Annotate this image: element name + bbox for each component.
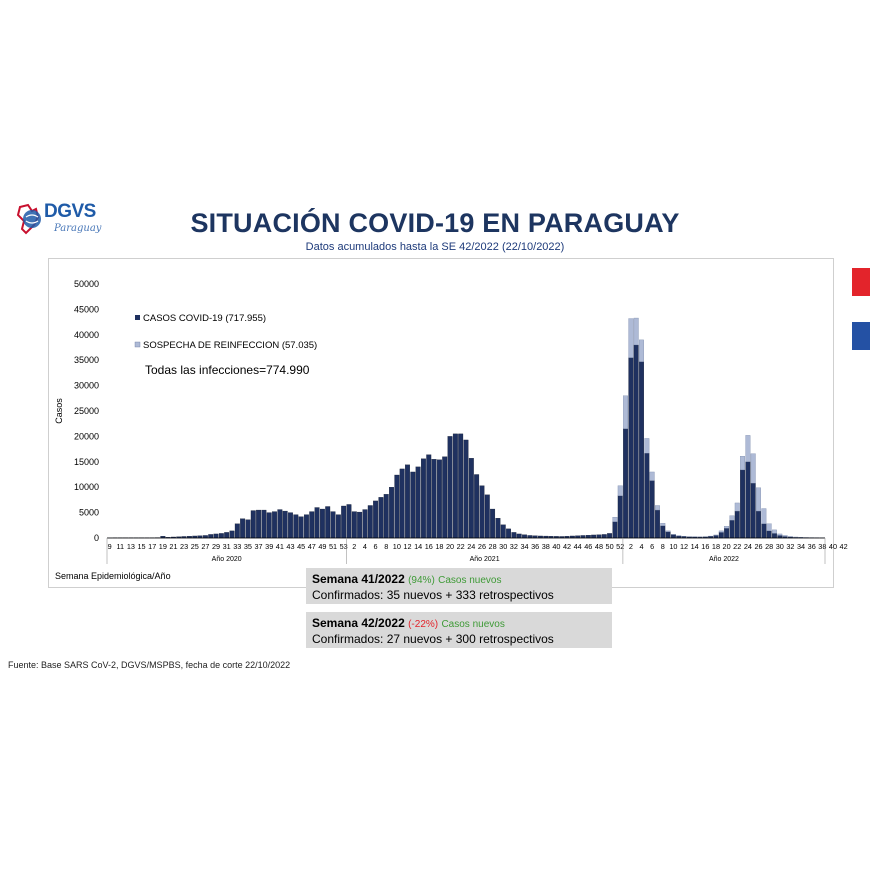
x-tick-label: 28 (765, 542, 774, 551)
bar-confirmed (629, 358, 634, 538)
covid-bar-chart (49, 259, 848, 587)
page-subtitle: Datos acumulados hasta la SE 42/2022 (22/10/2022) (305, 241, 565, 253)
x-tick-label: 42 (839, 542, 848, 551)
bar-confirmed (347, 504, 352, 538)
source-note: Fuente: Base SARS CoV-2, DGVS/MSPBS, fecha de corte 22/10/2022 (8, 660, 291, 670)
bar-reinfection (629, 319, 634, 358)
x-tick-label: 20 (445, 542, 455, 551)
x-tick-label: 2 (352, 542, 357, 551)
bar-confirmed (426, 455, 431, 538)
bar-reinfection (613, 517, 618, 522)
bar-confirmed (384, 494, 389, 538)
bar-reinfection (756, 488, 761, 511)
bar-confirmed (512, 532, 517, 538)
bar-confirmed (294, 515, 299, 538)
x-tick-label: 25 (190, 542, 199, 551)
x-tick-label: 27 (201, 542, 210, 551)
bar-confirmed (309, 512, 314, 538)
legend-swatch-reinfection (135, 342, 140, 347)
x-tick-label: 22 (456, 542, 465, 551)
x-tick-label: 21 (169, 542, 178, 551)
bar-confirmed (458, 434, 463, 538)
bar-confirmed (650, 481, 655, 538)
x-tick-label: 26 (477, 542, 487, 551)
bar-confirmed (246, 520, 251, 538)
bar-confirmed (586, 535, 591, 538)
new-cases-label: Casos nuevos (441, 619, 505, 630)
bar-confirmed (341, 506, 346, 538)
bar-confirmed (224, 532, 229, 538)
bar-confirmed (740, 470, 745, 538)
week-detail: Confirmados: 27 nuevos + 300 retrospectivos (312, 632, 554, 646)
bar-confirmed (453, 434, 458, 538)
x-tick-label: 34 (797, 542, 806, 551)
x-tick-label: 2 (628, 542, 633, 551)
bar-confirmed (272, 512, 277, 538)
bar-confirmed (352, 512, 357, 538)
bar-confirmed (288, 513, 293, 538)
bar-confirmed (230, 531, 235, 538)
x-tick-label: 44 (573, 542, 582, 551)
bar-confirmed (214, 534, 219, 538)
bar-confirmed (591, 535, 596, 538)
bar-confirmed (522, 535, 527, 538)
bar-confirmed (262, 510, 267, 538)
bar-confirmed (336, 515, 341, 538)
y-tick-label: 50000 (73, 279, 99, 289)
x-tick-label: 46 (584, 542, 593, 551)
year-label: Año 2021 (469, 556, 500, 563)
x-tick-label: 12 (403, 542, 412, 551)
y-axis-label: Casos (54, 398, 64, 424)
legend-label-reinfection: SOSPECHA DE REINFECCION (57.035) (143, 340, 318, 351)
bar-reinfection (740, 456, 745, 470)
bar-confirmed (485, 495, 490, 538)
page-title: SITUACIÓN COVID-19 EN PARAGUAY (190, 208, 680, 238)
bar-confirmed (746, 462, 751, 538)
bar-confirmed (299, 517, 304, 538)
y-tick-label: 15000 (73, 456, 99, 467)
bar-confirmed (400, 469, 405, 538)
bar-confirmed (767, 531, 772, 538)
bar-reinfection (714, 535, 719, 536)
bar-confirmed (618, 496, 623, 538)
bar-reinfection (778, 534, 783, 536)
x-tick-label: 43 (286, 542, 295, 551)
x-tick-label: 13 (126, 542, 135, 551)
x-tick-label: 6 (373, 542, 378, 551)
bar-confirmed (597, 535, 602, 538)
y-tick-label: 0 (93, 533, 99, 543)
x-tick-label: 52 (616, 542, 625, 551)
x-tick-label: 40 (828, 542, 838, 551)
bar-confirmed (373, 501, 378, 538)
bar-confirmed (256, 510, 261, 538)
bar-reinfection (645, 438, 650, 453)
legend-swatch-confirmed (135, 315, 140, 320)
bar-confirmed (645, 453, 650, 538)
x-tick-label: 8 (660, 542, 665, 551)
x-axis-label: Semana Epidemiológica/Año (55, 571, 171, 581)
legend-label-confirmed: CASOS COVID-19 (717.955) (143, 313, 267, 324)
bar-reinfection (623, 396, 628, 429)
bar-confirmed (666, 532, 671, 538)
x-tick-label: 37 (254, 542, 263, 551)
bar-confirmed (405, 465, 410, 538)
bar-confirmed (613, 522, 618, 538)
bar-confirmed (634, 345, 639, 538)
x-tick-label: 23 (180, 542, 189, 551)
x-tick-label: 18 (435, 542, 444, 551)
bar-confirmed (469, 458, 474, 538)
bar-confirmed (267, 513, 272, 538)
bar-confirmed (772, 533, 777, 538)
bar-reinfection (746, 435, 751, 461)
x-tick-label: 50 (605, 542, 614, 551)
bar-confirmed (655, 510, 660, 538)
bar-confirmed (501, 525, 506, 538)
bar-confirmed (315, 508, 320, 538)
x-tick-label: 26 (754, 542, 763, 551)
bar-confirmed (762, 524, 767, 538)
x-tick-label: 10 (392, 542, 401, 551)
y-tick-label: 20000 (73, 431, 99, 442)
x-tick-label: 19 (158, 542, 167, 551)
bar-confirmed (623, 429, 628, 538)
bar-reinfection (666, 531, 671, 532)
bar-confirmed (517, 534, 522, 538)
bar-reinfection (650, 472, 655, 481)
new-cases-label: Casos nuevos (438, 575, 502, 586)
x-tick-label: 24 (743, 542, 752, 551)
x-tick-label: 36 (807, 542, 816, 551)
bar-reinfection (767, 524, 772, 531)
x-tick-label: 22 (733, 542, 742, 551)
bar-confirmed (283, 511, 288, 538)
bar-reinfection (788, 536, 793, 537)
year-label: Año 2022 (708, 556, 739, 563)
bar-confirmed (671, 535, 676, 538)
bar-confirmed (724, 528, 729, 538)
flag-stripe-red (852, 268, 870, 296)
bar-confirmed (730, 520, 735, 538)
x-tick-label: 45 (297, 542, 306, 551)
bar-confirmed (437, 460, 442, 538)
year-label: Año 2020 (211, 556, 242, 563)
x-tick-label: 14 (414, 542, 423, 551)
x-tick-label: 49 (318, 542, 327, 551)
y-tick-label: 30000 (73, 380, 99, 391)
bar-confirmed (331, 512, 336, 538)
bar-reinfection (639, 340, 644, 362)
x-tick-label: 39 (265, 542, 274, 551)
bar-confirmed (416, 467, 421, 538)
bar-confirmed (607, 533, 612, 538)
y-tick-label: 40000 (73, 329, 99, 340)
bar-confirmed (751, 483, 756, 538)
x-tick-label: 30 (775, 542, 784, 551)
bar-confirmed (304, 515, 309, 538)
week-percent: (94%) (408, 575, 435, 586)
bar-reinfection (719, 531, 724, 533)
bar-confirmed (320, 509, 325, 538)
bar-reinfection (783, 535, 788, 536)
bar-confirmed (368, 505, 373, 538)
bar-confirmed (235, 524, 240, 538)
y-tick-label: 45000 (73, 304, 99, 315)
bar-reinfection (618, 486, 623, 496)
week-label: Semana 42/2022 (312, 616, 405, 630)
week-42-summary (306, 612, 612, 648)
x-tick-label: 32 (786, 542, 795, 551)
x-tick-label: 35 (243, 542, 253, 551)
x-tick-label: 33 (233, 542, 242, 551)
x-tick-label: 6 (650, 542, 655, 551)
bar-confirmed (496, 518, 501, 538)
x-tick-label: 51 (328, 542, 338, 551)
total-infections-annotation: Todas las infecciones=774.990 (145, 363, 310, 377)
bar-reinfection (735, 503, 740, 511)
x-tick-label: 8 (384, 542, 389, 551)
x-tick-label: 48 (594, 542, 604, 551)
x-tick-label: 30 (499, 542, 508, 551)
x-tick-label: 11 (116, 542, 125, 551)
bar-confirmed (506, 529, 511, 538)
x-tick-label: 10 (669, 542, 678, 551)
y-tick-label: 10000 (73, 482, 99, 493)
bar-confirmed (395, 475, 400, 538)
week-percent: (-22%) (408, 619, 439, 630)
bar-confirmed (448, 436, 453, 538)
y-tick-label: 25000 (73, 406, 99, 416)
y-tick-label: 5000 (78, 507, 99, 518)
bar-confirmed (719, 532, 724, 538)
bar-confirmed (442, 457, 447, 538)
x-tick-label: 34 (520, 542, 529, 551)
x-tick-label: 15 (137, 542, 146, 551)
x-tick-label: 40 (552, 542, 561, 551)
bar-confirmed (325, 507, 330, 538)
bar-confirmed (756, 511, 761, 538)
logo-text: DGVS (44, 201, 96, 222)
bar-reinfection (634, 318, 639, 345)
flag-stripe-blue (852, 322, 870, 350)
bar-confirmed (602, 534, 607, 538)
bar-reinfection (655, 505, 660, 510)
bar-reinfection (751, 454, 756, 483)
bar-confirmed (735, 511, 740, 538)
bar-reinfection (772, 530, 777, 534)
bar-confirmed (278, 510, 283, 538)
x-tick-label: 31 (222, 542, 231, 551)
bar-confirmed (639, 362, 644, 538)
x-tick-label: 36 (531, 542, 540, 551)
bar-reinfection (660, 523, 665, 526)
x-tick-label: 14 (690, 542, 699, 551)
bar-confirmed (357, 512, 362, 538)
x-tick-label: 38 (541, 542, 550, 551)
x-tick-label: 29 (211, 542, 221, 551)
bar-confirmed (208, 534, 213, 538)
bar-confirmed (480, 486, 485, 538)
bar-confirmed (240, 519, 245, 538)
x-tick-label: 32 (509, 542, 518, 551)
x-tick-label: 41 (275, 542, 284, 551)
bar-reinfection (730, 516, 735, 521)
week-label: Semana 41/2022 (312, 572, 405, 586)
x-tick-label: 47 (307, 542, 316, 551)
bar-confirmed (432, 459, 437, 538)
y-tick-label: 35000 (73, 355, 99, 366)
x-tick-label: 38 (818, 542, 827, 551)
bar-reinfection (671, 534, 676, 535)
bar-reinfection (724, 526, 729, 528)
bar-confirmed (219, 533, 224, 538)
chart-container (48, 258, 848, 588)
x-tick-label: 16 (424, 542, 433, 551)
x-tick-label: 12 (679, 542, 689, 551)
bar-confirmed (363, 510, 368, 538)
x-tick-label: 42 (562, 542, 572, 551)
week-41-summary (306, 568, 612, 604)
bar-confirmed (411, 472, 416, 538)
x-tick-label: 4 (639, 542, 644, 551)
x-tick-label: 16 (701, 542, 710, 551)
bar-confirmed (490, 509, 495, 538)
x-tick-label: 4 (362, 542, 367, 551)
x-tick-label: 9 (107, 542, 112, 551)
x-tick-label: 24 (467, 542, 476, 551)
x-tick-label: 28 (488, 542, 497, 551)
bar-confirmed (464, 440, 469, 538)
x-tick-label: 18 (711, 542, 721, 551)
bar-confirmed (421, 459, 426, 538)
bar-confirmed (251, 511, 256, 538)
bar-confirmed (379, 497, 384, 538)
x-tick-label: 20 (722, 542, 731, 551)
bar-confirmed (389, 487, 394, 538)
x-tick-label: 53 (339, 542, 348, 551)
bar-reinfection (762, 509, 767, 524)
x-tick-label: 17 (148, 542, 157, 551)
week-detail: Confirmados: 35 nuevos + 333 retrospectivos (312, 588, 554, 602)
bar-confirmed (660, 526, 665, 538)
bar-confirmed (474, 475, 479, 539)
logo-subtext: Paraguay (54, 223, 102, 234)
